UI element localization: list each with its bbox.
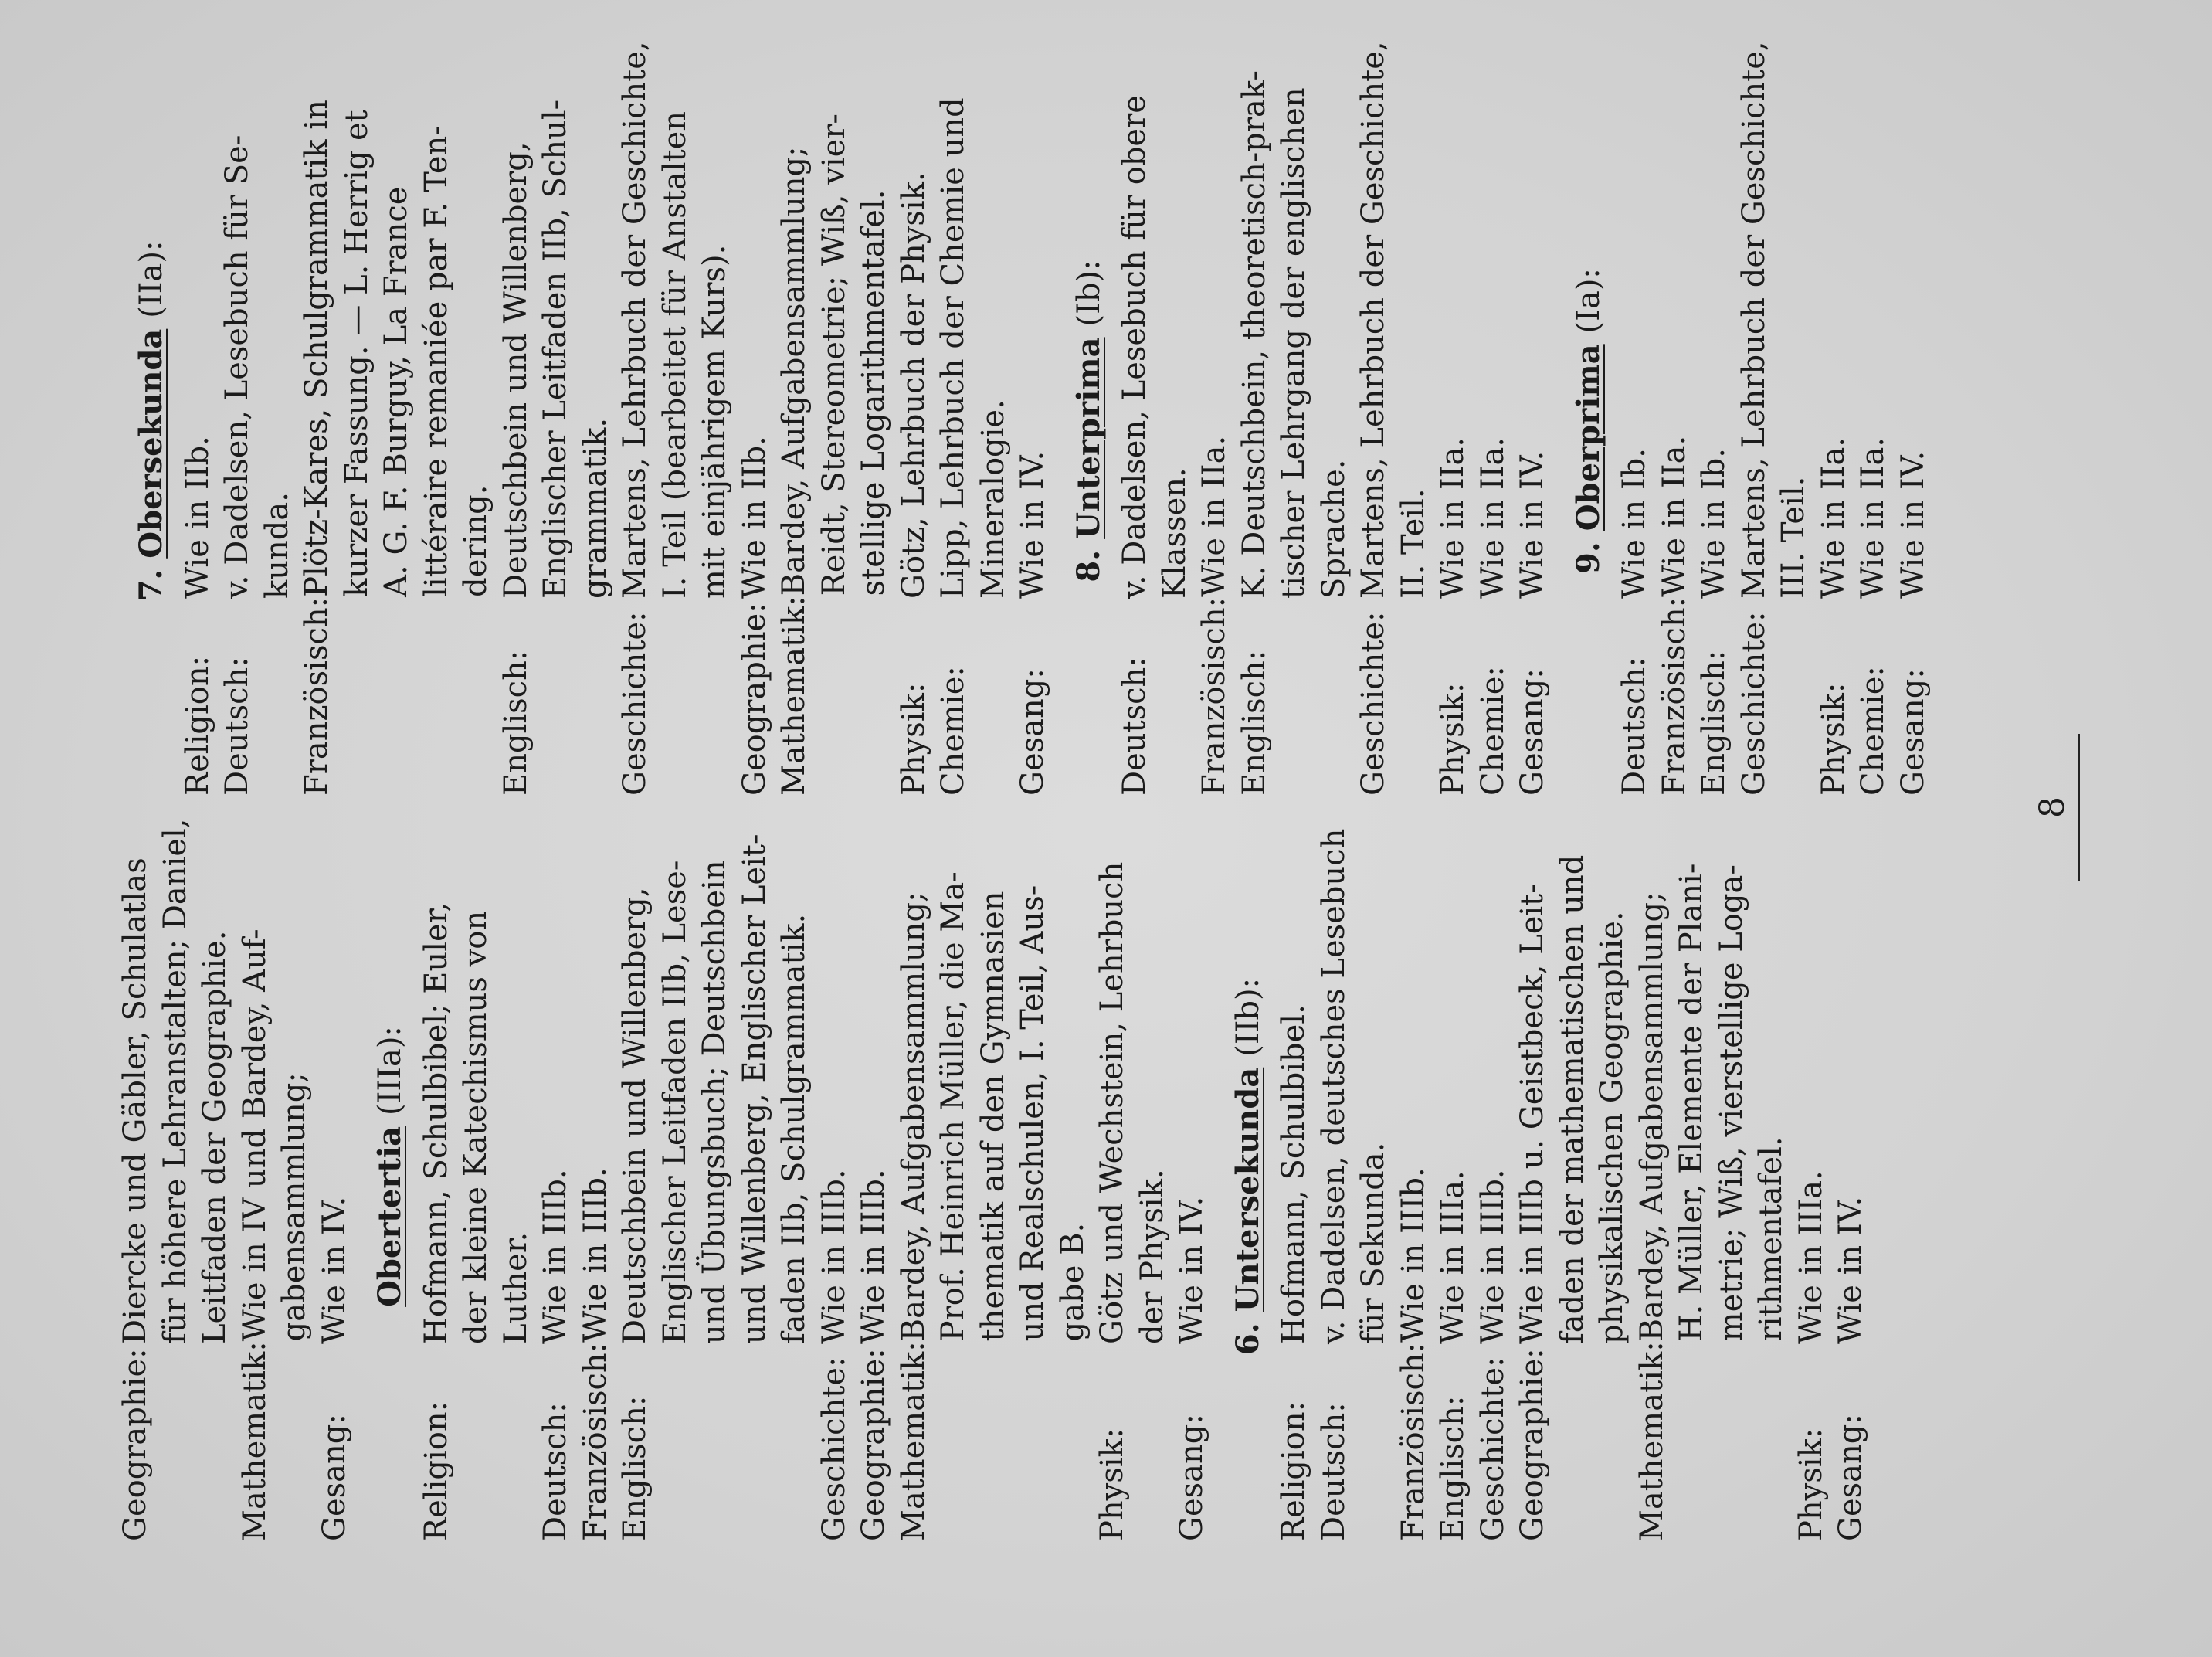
textbook-text bbox=[894, 46, 935, 599]
text-line: K. Deutschbein, theoretisch-prak- bbox=[1236, 70, 1272, 599]
text-line: Wie in Ib. bbox=[1696, 448, 1732, 599]
subject-label: Französisch: bbox=[1656, 596, 1692, 796]
textbook-text bbox=[1115, 46, 1195, 599]
subject-entry bbox=[178, 46, 219, 796]
textbook-text bbox=[934, 46, 1013, 599]
text-line: Reidt, Stereometrie; Wiß, vier- bbox=[816, 114, 852, 596]
right-column bbox=[116, 41, 1933, 796]
section-class: (IIa): bbox=[134, 240, 169, 318]
section-number: 9. bbox=[1569, 542, 1606, 574]
textbook-text bbox=[178, 46, 219, 599]
textbook-text bbox=[1315, 792, 1394, 1344]
subject-label: Gesang: bbox=[316, 1414, 352, 1541]
textbook-text bbox=[1894, 46, 1934, 599]
section-class: (Ib): bbox=[1070, 260, 1107, 327]
subject-entry bbox=[1814, 46, 1854, 796]
subject-label: Religion: bbox=[418, 1401, 454, 1541]
subject-entry bbox=[1394, 792, 1434, 1541]
text-line: Wie in IIIb. bbox=[1474, 1169, 1511, 1344]
subject-label: Physik: bbox=[1793, 1428, 1829, 1541]
textbook-text bbox=[854, 792, 894, 1344]
subject-label: Deutsch: bbox=[1617, 657, 1652, 796]
text-line: Wie in IV. bbox=[1015, 450, 1050, 599]
textbook-text bbox=[1354, 41, 1433, 599]
textbook-text bbox=[1831, 792, 1871, 1344]
textbook-text bbox=[297, 46, 497, 597]
subject-label: Physik: bbox=[895, 682, 931, 796]
subject-label: Gesang: bbox=[1833, 1414, 1868, 1541]
subject-entry bbox=[894, 46, 935, 796]
subject-entry bbox=[735, 46, 775, 796]
textbook-text bbox=[1735, 41, 1814, 599]
subject-entry bbox=[1655, 46, 1695, 796]
text-line: metrie; Wiß, vierstellige Loga- bbox=[1713, 864, 1749, 1342]
text-line: Wie in IIb. bbox=[179, 436, 215, 599]
textbook-text bbox=[1513, 792, 1633, 1344]
subject-entry bbox=[236, 792, 315, 1541]
textbook-text bbox=[116, 792, 236, 1344]
textbook-text bbox=[1633, 792, 1792, 1341]
textbook-text bbox=[536, 792, 576, 1344]
subject-entry bbox=[1235, 46, 1355, 796]
section-title: Obersekunda bbox=[133, 328, 169, 559]
section-title: Obertertia bbox=[371, 1126, 408, 1307]
subject-entry bbox=[297, 46, 497, 796]
textbook-text bbox=[315, 792, 355, 1344]
text-line: kunda. bbox=[259, 492, 295, 599]
text-line: Wie in IIa. bbox=[1435, 436, 1471, 599]
text-line: Wie in IIIb. bbox=[538, 1169, 573, 1344]
subject-label: Geographie: bbox=[1515, 1348, 1550, 1541]
textbook-text bbox=[236, 792, 315, 1341]
text-line: dering. bbox=[458, 484, 494, 597]
textbook-text bbox=[1655, 46, 1695, 597]
subject-label: Geographie: bbox=[736, 603, 772, 796]
textbook-text bbox=[1854, 46, 1894, 599]
subject-entry bbox=[934, 46, 1013, 796]
text-line: Wie in IV. bbox=[1895, 450, 1931, 599]
textbook-text bbox=[1615, 46, 1655, 599]
text-line: Bardey, Aufgabensammlung; bbox=[895, 891, 931, 1342]
subject-label: Englisch: bbox=[617, 1395, 653, 1541]
subject-entry bbox=[1354, 41, 1433, 796]
text-line: der kleine Katechismus von bbox=[458, 910, 494, 1344]
textbook-text bbox=[1792, 792, 1832, 1344]
subject-label: Mathematik: bbox=[776, 596, 812, 796]
subject-entry bbox=[497, 46, 616, 796]
section-title: Untersekunda bbox=[1229, 1067, 1266, 1312]
subject-label: Physik: bbox=[1094, 1428, 1130, 1541]
subject-label: Chemie: bbox=[1855, 666, 1891, 796]
subject-entry bbox=[116, 792, 236, 1541]
section-class: (IIb): bbox=[1230, 977, 1266, 1057]
subject-label: Chemie: bbox=[935, 666, 971, 796]
textbook-text bbox=[1433, 792, 1474, 1344]
subject-entry bbox=[616, 41, 735, 796]
text-line: Deutschbein und Willenberg, bbox=[617, 887, 653, 1344]
page-number: 8 bbox=[2033, 796, 2072, 818]
subject-entry bbox=[1315, 792, 1394, 1541]
textbook-text bbox=[1394, 792, 1434, 1343]
subject-label: Religion: bbox=[1276, 1401, 1311, 1541]
textbook-text bbox=[1013, 46, 1053, 599]
text-line: Bardey, Aufgabensammlung; bbox=[776, 146, 812, 596]
text-line: und Willenberg, Englischer Leit- bbox=[736, 834, 772, 1344]
text-line: Luther. bbox=[497, 1231, 534, 1344]
section-heading bbox=[1228, 792, 1269, 1541]
subject-label: Englisch: bbox=[1236, 650, 1272, 796]
text-line: Bardey, Aufgabensammlung; bbox=[1634, 891, 1670, 1342]
subject-label: Französisch: bbox=[299, 596, 334, 796]
text-line: Martens, Lehrbuch der Geschichte, bbox=[1735, 41, 1772, 599]
subject-label: Mathematik: bbox=[895, 1341, 931, 1541]
text-line: Mineralogie. bbox=[975, 399, 1011, 599]
text-line: Wie in IIIb. bbox=[577, 1167, 613, 1343]
subject-label: Chemie: bbox=[1474, 666, 1511, 796]
subject-entry bbox=[1474, 46, 1514, 796]
subject-entry bbox=[1115, 46, 1195, 796]
subject-entry bbox=[1513, 46, 1553, 796]
subject-label: Religion: bbox=[179, 655, 215, 796]
text-line: mit einjährigem Kurs). bbox=[697, 244, 732, 599]
text-line: v. Dadelsen, deutsches Lesebuch bbox=[1315, 828, 1352, 1344]
section-heading bbox=[1569, 46, 1610, 796]
text-line: Wie in IV. bbox=[1515, 450, 1550, 599]
subject-label: Englisch: bbox=[1435, 1395, 1471, 1541]
textbook-text bbox=[576, 792, 616, 1343]
subject-entry bbox=[1474, 792, 1514, 1541]
subject-label: Deutsch: bbox=[538, 1402, 573, 1541]
text-line: Wie in IIIa. bbox=[1435, 1170, 1471, 1344]
subject-label: Mathematik: bbox=[236, 1341, 273, 1541]
subject-label: Gesang: bbox=[1515, 668, 1550, 796]
subject-entry bbox=[1433, 46, 1474, 796]
textbook-text bbox=[894, 792, 1094, 1341]
subject-label: Deutsch: bbox=[1117, 657, 1152, 796]
subject-entry bbox=[1013, 46, 1053, 796]
subject-label: Englisch: bbox=[497, 650, 534, 796]
text-line: und Übungsbuch; Deutschbein bbox=[697, 860, 732, 1344]
subject-entry bbox=[1792, 792, 1832, 1541]
text-line: Wie in IIIb. bbox=[1395, 1167, 1431, 1343]
subject-label: Geschichte: bbox=[1355, 611, 1391, 796]
subject-entry bbox=[1735, 41, 1814, 796]
textbook-text bbox=[1433, 46, 1474, 599]
text-line: gabe B. bbox=[1054, 1222, 1091, 1342]
text-line: III. Teil. bbox=[1776, 476, 1811, 599]
textbook-text bbox=[497, 46, 616, 599]
textbook-text bbox=[616, 792, 815, 1344]
text-line: Wie in IIa. bbox=[1815, 436, 1851, 599]
subject-entry bbox=[1093, 792, 1172, 1541]
subject-label: Deutsch: bbox=[219, 657, 255, 796]
text-line: Hofmann, Schulbibel. bbox=[1276, 1004, 1311, 1344]
text-line: Klassen. bbox=[1156, 467, 1193, 599]
subject-entry bbox=[536, 792, 576, 1541]
textbook-text bbox=[1093, 792, 1172, 1344]
text-line: der Physik. bbox=[1134, 1169, 1170, 1344]
textbook-text bbox=[1172, 792, 1213, 1344]
textbook-text bbox=[1195, 46, 1235, 597]
textbook-text bbox=[1513, 46, 1553, 599]
subject-entry bbox=[218, 46, 297, 796]
text-line: Wie in IIIa. bbox=[1793, 1170, 1829, 1344]
textbook-text bbox=[417, 792, 537, 1344]
text-line: Wie in IV. bbox=[1833, 1196, 1868, 1344]
text-line: faden der mathematischen und bbox=[1554, 854, 1590, 1344]
text-line: stellige Logarithmentafel. bbox=[856, 189, 891, 596]
text-line: kurzer Fassung. — L. Herrig et bbox=[338, 110, 375, 597]
section-heading bbox=[131, 46, 172, 796]
subject-label: Gesang: bbox=[1015, 668, 1050, 796]
textbook-text bbox=[1814, 46, 1854, 599]
text-line: Englischer Leitfaden IIb, Schul- bbox=[538, 99, 573, 599]
text-line: Lipp, Lehrbuch der Chemie und bbox=[935, 97, 971, 599]
text-line: für höhere Lehranstalten; Daniel, bbox=[157, 818, 193, 1344]
subject-entry bbox=[1633, 792, 1792, 1541]
subject-entry bbox=[576, 792, 616, 1541]
subject-entry bbox=[815, 792, 855, 1541]
text-line: thematik auf den Gymnasien bbox=[975, 891, 1011, 1342]
textbook-text bbox=[1474, 792, 1514, 1344]
text-line: Wie in IIa. bbox=[1196, 435, 1232, 597]
subject-label: Mathematik: bbox=[1634, 1341, 1670, 1541]
subject-label: Geographie: bbox=[856, 1348, 891, 1541]
text-line: Wie in IIIb. bbox=[856, 1169, 891, 1344]
subject-label: Geographie: bbox=[117, 1348, 153, 1541]
section-heading bbox=[1069, 46, 1110, 796]
text-line: und Realschulen, I. Teil, Aus- bbox=[1015, 885, 1050, 1342]
text-line: Sprache. bbox=[1315, 459, 1352, 599]
text-line: Götz, Lehrbuch der Physik. bbox=[895, 171, 931, 599]
subject-entry bbox=[417, 792, 537, 1541]
section-number: 6. bbox=[1229, 1323, 1266, 1356]
section-number: 8. bbox=[1070, 549, 1107, 582]
text-line: A. G. F. Burguy, La France bbox=[378, 186, 414, 597]
text-line: Wie in IIIb. bbox=[816, 1169, 852, 1344]
text-line: II. Teil. bbox=[1395, 488, 1431, 599]
subject-entry bbox=[1831, 792, 1871, 1541]
text-line: faden IIb, Schulgrammatik. bbox=[776, 913, 812, 1344]
text-line: Englischer Leitfaden IIb, Lese- bbox=[656, 860, 693, 1344]
text-line: littéraire remaniée par F. Ten- bbox=[418, 125, 454, 597]
text-line: tischer Lehrgang der englischen bbox=[1276, 87, 1311, 599]
subject-label: Französisch: bbox=[577, 1342, 613, 1541]
text-line: Götz und Wechstein, Lehrbuch bbox=[1094, 861, 1130, 1344]
text-line: Plötz-Kares, Schulgrammatik in bbox=[299, 100, 334, 597]
subject-entry bbox=[1615, 46, 1655, 796]
text-line: gabensammlung; bbox=[276, 1072, 312, 1342]
subject-label: Gesang: bbox=[1174, 1414, 1209, 1541]
subject-label: Deutsch: bbox=[1315, 1402, 1352, 1541]
text-line: Wie in IIb. bbox=[736, 436, 772, 599]
subject-entry bbox=[1513, 792, 1633, 1541]
section-class: (IIIa): bbox=[372, 1026, 408, 1116]
text-line: v. Dadelsen, Lesebuch für obere bbox=[1117, 95, 1152, 599]
subject-entry bbox=[616, 792, 815, 1541]
subject-entry bbox=[894, 792, 1094, 1541]
subject-label: Französisch: bbox=[1196, 596, 1232, 796]
text-line: I. Teil (bearbeitet für Anstalten bbox=[656, 110, 693, 599]
text-line: H. Müller, Elemente der Plani- bbox=[1674, 863, 1709, 1342]
text-line: für Sekunda. bbox=[1355, 1142, 1391, 1344]
subject-label: Physik: bbox=[1815, 682, 1851, 796]
textbook-text bbox=[775, 46, 894, 596]
page-number-rule bbox=[2078, 734, 2080, 881]
subject-label: Geschichte: bbox=[816, 1356, 852, 1541]
textbook-text bbox=[735, 46, 775, 599]
text-line: Wie in IIa. bbox=[1656, 435, 1692, 597]
text-line: Martens, Lehrbuch der Geschichte, bbox=[1355, 41, 1391, 599]
subject-entry bbox=[1195, 46, 1235, 796]
subject-label: Geschichte: bbox=[1735, 611, 1772, 796]
textbook-text bbox=[616, 41, 735, 599]
text-line: Wie in IIa. bbox=[1474, 436, 1511, 599]
section-number: 7. bbox=[133, 569, 169, 602]
textbook-text bbox=[815, 792, 855, 1344]
text-line: Diercke und Gäbler, Schulatlas bbox=[117, 857, 153, 1344]
textbook-text bbox=[1274, 792, 1315, 1344]
subject-entry bbox=[1894, 46, 1934, 796]
text-line: Wie in IV. bbox=[1174, 1196, 1209, 1344]
subject-label: Gesang: bbox=[1895, 668, 1931, 796]
section-title: Unterprima bbox=[1070, 337, 1107, 539]
text-line: grammatik. bbox=[577, 417, 613, 599]
text-line: Martens, Lehrbuch der Geschichte, bbox=[617, 41, 653, 599]
subject-label: Geschichte: bbox=[617, 611, 653, 796]
textbook-text bbox=[1235, 46, 1355, 599]
section-heading bbox=[370, 792, 411, 1541]
section-title: Oberprima bbox=[1569, 344, 1606, 531]
subject-entry bbox=[1274, 792, 1315, 1541]
text-line: physikalischen Geographie. bbox=[1594, 911, 1630, 1344]
text-line: Wie in IV und Bardey, Auf- bbox=[236, 929, 273, 1342]
text-line: Wie in IIa. bbox=[1855, 436, 1891, 599]
subject-entry bbox=[1172, 792, 1213, 1541]
subject-entry bbox=[1695, 46, 1735, 796]
subject-label: Geschichte: bbox=[1474, 1356, 1511, 1541]
text-line: Deutschbein und Willenberg, bbox=[497, 141, 534, 599]
textbook-text bbox=[218, 46, 297, 599]
subject-entry bbox=[315, 792, 355, 1541]
subject-entry bbox=[1854, 46, 1894, 796]
text-line: rithmentafel. bbox=[1753, 1136, 1789, 1342]
section-class: (Ia): bbox=[1570, 268, 1606, 334]
subject-label: Physik: bbox=[1435, 682, 1471, 796]
subject-entry bbox=[854, 792, 894, 1541]
text-line: Wie in IV. bbox=[316, 1196, 352, 1344]
text-line: Wie in Ib. bbox=[1617, 448, 1652, 599]
text-line: Prof. Heinrich Müller, die Ma- bbox=[935, 871, 971, 1342]
text-line: v. Dadelsen, Lesebuch für Se- bbox=[219, 134, 255, 599]
subject-entry bbox=[1433, 792, 1474, 1541]
subject-label: Englisch: bbox=[1696, 650, 1732, 796]
textbook-text bbox=[1474, 46, 1514, 599]
text-line: Hofmann, Schulbibel; Euler, bbox=[418, 902, 454, 1344]
text-line: Leitfaden der Geographie. bbox=[197, 930, 232, 1344]
text-line: Wie in IIIb u. Geistbeck, Leit- bbox=[1515, 883, 1550, 1344]
subject-entry bbox=[775, 46, 894, 796]
subject-label: Französisch: bbox=[1395, 1342, 1431, 1541]
textbook-text bbox=[1695, 46, 1735, 599]
left-column bbox=[116, 792, 1871, 1541]
